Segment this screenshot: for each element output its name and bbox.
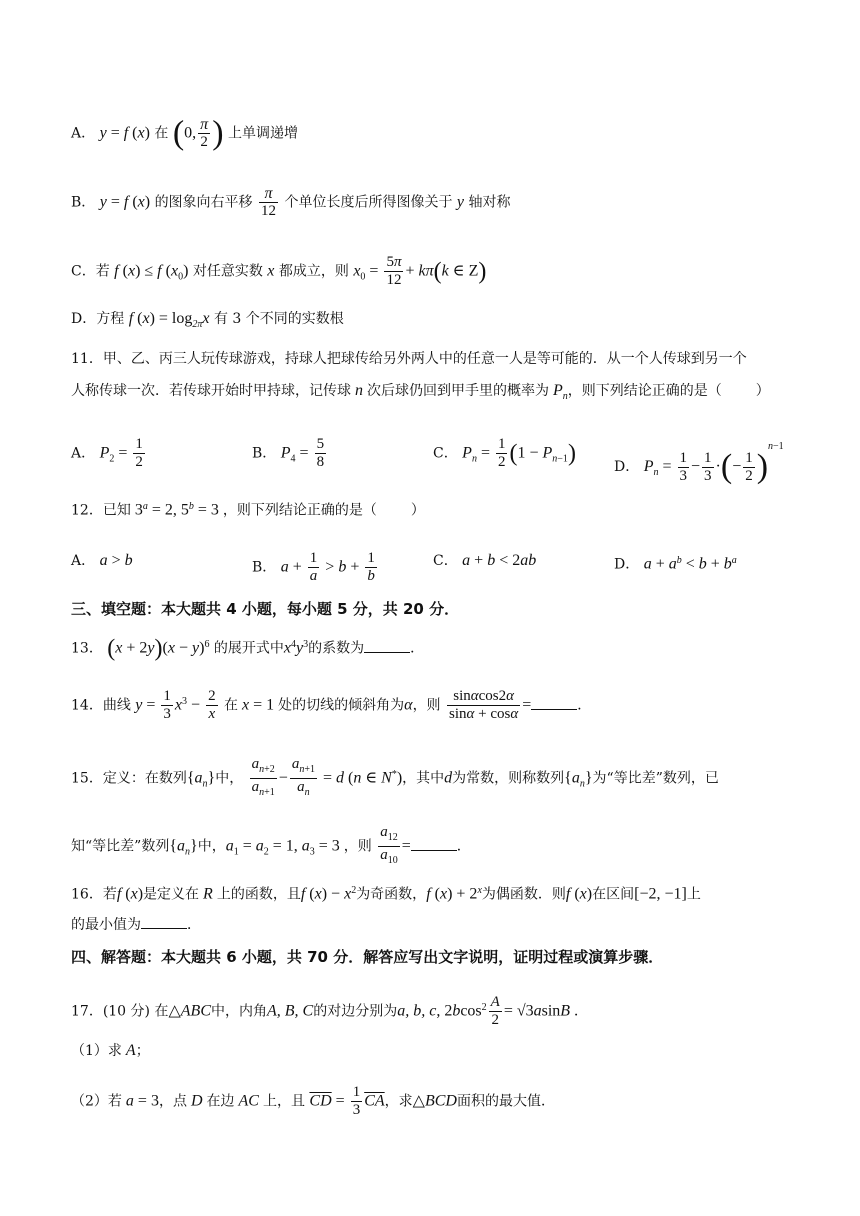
text: 在边 [206, 1093, 235, 1110]
text: 次后球仍回到甲手里的概率为 [367, 383, 549, 399]
text: ． [410, 640, 425, 657]
text: 的对边分别为 [313, 1003, 398, 1020]
q10-option-d: D．方程 f $(x) = \log_{2\pi}x$ 有 3 个不同的实数根 [71, 310, 344, 330]
q14: 14．曲线 y = $\frac{1}{3}$ $x^3$ − $\frac{2}{x}$ 在 x = 1 处的切线的倾斜角为α，则 $\frac{\sin\alpha\cos 2\alpha}{\sin\alpha + \cos\alpha}$ = ． [71, 688, 592, 722]
text: 人称传球一次．若传球开始时甲持球，记传球 [71, 383, 351, 399]
text: 17．(10 分) 在 [71, 1003, 169, 1020]
text: 轴对称 [468, 194, 511, 211]
text: ，则 [412, 697, 441, 714]
q10-option-a: A． y = f (x) 在 (0, $\frac{\pi}{2}$ ) 上单调递增 [71, 114, 298, 152]
text: （1）求 [71, 1043, 122, 1059]
text: 中， [215, 770, 244, 787]
text: 为“等比差”数列，已 [592, 770, 719, 787]
q17-part1: （1）求 A； [71, 1042, 150, 1059]
text: 上，且 [262, 1093, 305, 1110]
q12-option-a: A． a > b [71, 552, 133, 569]
text: 的图象向右平移 [154, 194, 253, 211]
text: 在区间 [592, 886, 635, 903]
text: ，则 [343, 838, 372, 855]
option-label: B． [252, 559, 277, 576]
section-heading-solutions: 四、解答题：本大题共 6 小题，共 70 分．解答应写出文字说明，证明过程或演算步骤． [71, 948, 664, 966]
question-number: 14．曲线 [71, 697, 131, 714]
text: ． [456, 838, 471, 855]
option-label: C． [433, 553, 458, 569]
q12-stem: 12．已知 $3^a = 2$, $5^b = 3$ ，则下列结论正确的是（ ） [71, 501, 425, 519]
q10-option-b: B． y = f (x) 的图象向右平移 $\frac{\pi}{12}$ 个单位长度后所得图像关于 y 轴对称 [71, 185, 511, 219]
q15-line1: 15．定义：在数列$\{a_n\}$中， $\frac{a_{n+2}}{a_{n+1}}$ − $\frac{a_{n+1}}{a_n}$ = d (n ∈ N*)，其中d为常数，则称数列$\{a_n\}$为“等比差”数列，已 [71, 756, 719, 798]
text: 15．定义：在数列 [71, 770, 187, 787]
text: 12．已知 [71, 502, 131, 519]
text: 为常数，则称数列 [452, 770, 565, 787]
q17-line1: 17．(10 分) 在△ABC中，内角A, B, C的对边分别为a, b, c, 2bcos$^2$ $\frac{A}{2}$ = √3asinB . [71, 994, 579, 1028]
text: 的展开式中 [213, 640, 284, 657]
text: 上 [686, 886, 701, 903]
text: 的最小值为 [71, 917, 141, 933]
text: ） [410, 502, 425, 519]
text: ，点 [158, 1093, 187, 1110]
q15-line2: 知“等比差”数列$\{a_n\}$中，$a_1 = a_2 = 1$, $a_3 = 3$ ，则 $\frac{a_{12}}{a_{10}}$ = ． [71, 824, 471, 866]
q11-option-a: A． $P_2$ = $\frac{1}{2}$ [71, 436, 143, 470]
answer-blank [531, 695, 577, 710]
question-number: 13． [71, 640, 103, 657]
q16-line2 [71, 914, 800, 936]
q12-option-b: B． a + $\frac{1}{a}$ > b + $\frac{1}{b}$ [252, 550, 375, 584]
option-label: C．若 [71, 263, 110, 280]
text: ，则下列结论正确的是（ [222, 502, 377, 519]
option-label: B． [252, 445, 277, 462]
text: 上单调递增 [227, 125, 298, 142]
text: ，求 [384, 1093, 413, 1110]
text: 中，内角 [210, 1003, 267, 1020]
text: ，其中 [402, 770, 445, 787]
option-label: B． [71, 194, 96, 211]
q17-part2: （2）若 a = 3，点 D 在边 AC 上，且 $\overline{CD}$ = $\frac{1}{3}$ $\overline{CA}$，求△BCD面积的最大值． [71, 1084, 555, 1118]
text: 个单位长度后所得图像关于 [284, 194, 453, 211]
text: ； [135, 1043, 150, 1059]
text: 处的切线的倾斜角为 [278, 697, 405, 714]
option-label: D． [614, 459, 640, 475]
answer-blank [411, 836, 457, 851]
answer-blank [364, 638, 410, 653]
text: 都成立，则 [278, 263, 349, 280]
text: 为偶函数．则 [481, 886, 566, 903]
q11-option-c: C． $P_n$ = $\frac{1}{2}$ $(1 - P_{n-1})$ [433, 436, 576, 470]
q10-option-c: C．若 f (x) ≤ f $(x_0)$ 对任意实数 x 都成立，则 $x_0$ = $\frac{5\pi}{12}$ + kπ(k ∈ Z) [71, 254, 487, 288]
section-heading-fill-in: 三、填空题：本大题共 4 小题，每小题 5 分，共 20 分． [71, 600, 460, 618]
text: 在 [224, 697, 239, 714]
option-label: D．方程 [71, 311, 125, 327]
option-label: A． [71, 553, 96, 569]
text: ． [187, 917, 201, 933]
answer-blank [141, 914, 187, 929]
q11-stem-line1: 11．甲、乙、丙三人玩传球游戏，持球人把球传给另外两人中的任意一人是等可能的．从一个人传球到另一个 [71, 351, 747, 367]
q11-stem-line2: 人称传球一次．若传球开始时甲持球，记传球 n 次后球仍回到甲手里的概率为 $P_n$，则下列结论正确的是（ ） [71, 382, 770, 402]
option-label: A． [71, 125, 96, 142]
q11-option-b: B． $P_4$ = $\frac{5}{8}$ [252, 436, 325, 470]
text: 中， [197, 838, 226, 855]
text: 上的函数，且 [216, 886, 301, 903]
text: 有 3 个不同的实数根 [213, 311, 344, 327]
q12-option-d: D． $a + a^b < b + b^a$ [614, 555, 737, 573]
text: ． [577, 697, 592, 714]
option-label: C． [433, 445, 458, 462]
text: （2）若 [71, 1093, 122, 1110]
text: 在 [154, 125, 169, 142]
text: 知“等比差”数列 [71, 838, 170, 855]
q16-line1: 16．若f (x)是定义在 R 上的函数，且f $(x) - x^2$为奇函数，f $(x) + 2^x$为偶函数．则f (x)在区间[−2, −1]上 [71, 885, 701, 903]
text: 16．若 [71, 886, 117, 903]
q11-option-d: D． $P_n$ = $\frac{1}{3}$ − $\frac{1}{3}$ ·(− $\frac{1}{2}$ )$^{n-1}$ [614, 441, 784, 485]
q12-option-c: C． a + b < 2ab [433, 552, 537, 569]
text: ，则下列结论正确的是（ [567, 383, 722, 399]
text: 对任意实数 [192, 263, 263, 280]
text: 面积的最大值． [456, 1093, 555, 1110]
text: 是定义在 [143, 886, 200, 903]
option-label: A． [71, 445, 96, 462]
option-label: D． [614, 556, 640, 573]
q13: 13． $(x + 2y)(x - y)^6$ 的展开式中$x^4y^3$的系数为 ． [71, 635, 425, 662]
text: 为奇函数， [356, 886, 427, 903]
text: ） [755, 383, 770, 399]
text: 的系数为 [308, 640, 365, 657]
